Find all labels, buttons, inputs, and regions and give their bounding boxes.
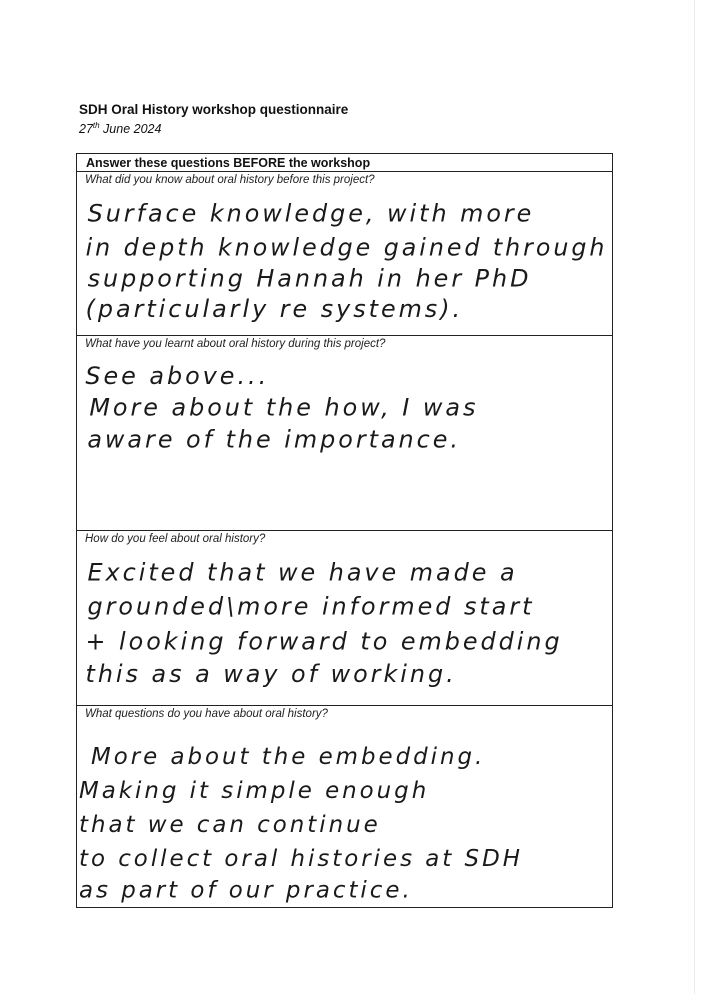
question-section-4 [77,706,612,909]
answer-line: in depth knowledge gained through [85,233,608,262]
question-section-1 [77,172,612,336]
question-label: How do you feel about oral history? [85,533,266,545]
answer-line: as part of our practice. [78,877,413,904]
question-label: What have you learnt about oral history during this project? [85,338,386,350]
answer-line: + looking forward to embedding [85,627,563,656]
handwritten-answer-3 [77,531,612,705]
date-day: 27 [79,122,93,137]
answer-line: Making it simple enough [78,778,430,805]
document-date [79,121,161,136]
answer-line: supporting Hannah in her PhD [87,264,532,293]
table-header [77,154,612,172]
answer-line: Surface knowledge, with more [87,199,535,228]
answer-line: See above... [85,361,270,390]
scan-edge-line [694,0,695,994]
answer-line: to collect oral histories at SDH [78,845,523,872]
handwritten-answer-1 [77,172,612,335]
question-section-3 [77,531,612,706]
table-header-label: Answer these questions BEFORE the workshop [86,156,371,170]
document-title: SDH Oral History workshop questionnaire [79,102,349,117]
answer-line: More about the how, I was [89,393,479,422]
answer-line: (particularly re systems). [85,295,464,324]
questionnaire-table [76,153,613,908]
question-label: What questions do you have about oral history? [85,708,328,720]
answer-line: Excited that we have made a [87,558,518,587]
question-section-2 [77,336,612,531]
answer-line: grounded\more informed start [87,592,535,621]
answer-line: aware of the importance. [87,425,462,454]
answer-line: that we can continue [78,811,381,838]
date-rest: June 2024 [99,122,162,137]
date-suffix: th [92,121,100,130]
question-label: What did you know about oral history before this project? [85,174,375,186]
handwritten-answer-4 [77,706,612,909]
handwritten-answer-2 [77,336,612,530]
answer-line: this as a way of working. [85,660,457,689]
answer-line: More about the embedding. [90,744,486,771]
